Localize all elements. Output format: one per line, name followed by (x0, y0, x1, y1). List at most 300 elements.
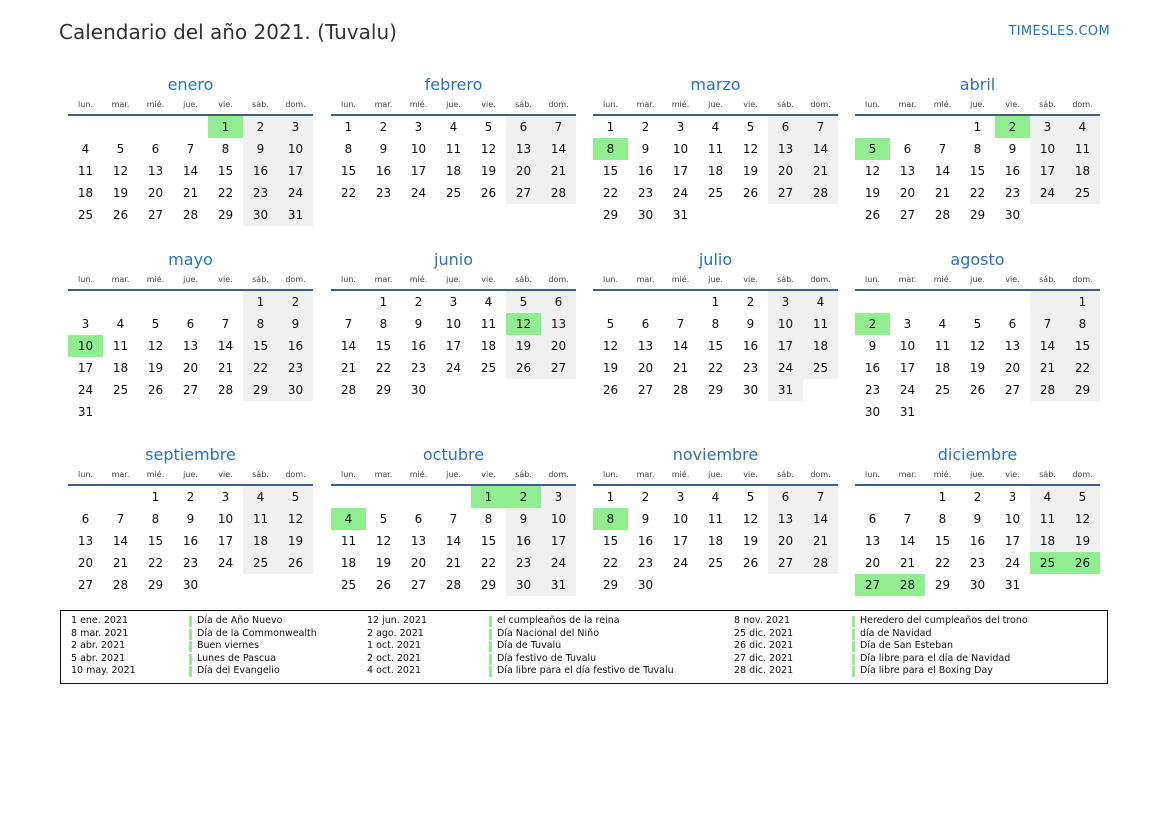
day-cell: 30 (506, 574, 541, 596)
legend-item (734, 665, 1034, 678)
day-cell: 5 (278, 486, 313, 508)
day-cell: 3 (676, 120, 685, 134)
day-cell: 4 (803, 291, 838, 313)
weekday-label: dom. (1072, 275, 1093, 284)
weekday-label: dom. (548, 100, 569, 109)
holiday-name: Día de Año Nuevo (197, 615, 283, 626)
day-cell: 6 (1008, 317, 1017, 331)
weekday-label: vie. (481, 470, 496, 479)
day-cell: 18 (340, 556, 357, 570)
week-row (855, 552, 1100, 574)
day-cell: 16 (243, 160, 278, 182)
day-cell: 4 (484, 295, 493, 309)
weekday-label: dom. (810, 275, 831, 284)
week-row (68, 486, 313, 508)
day-cell: 12 (742, 512, 759, 526)
empty-cell (803, 204, 838, 226)
month-febrero (331, 75, 576, 204)
day-cell: 3 (278, 116, 313, 138)
holiday-date: 1 ene. 2021 (71, 615, 128, 626)
day-cell: 19 (864, 186, 881, 200)
weekday-label: mié. (671, 100, 690, 109)
empty-cell (103, 401, 138, 423)
empty-cell (803, 379, 838, 401)
day-cell: 20 (768, 530, 803, 552)
day-cell: 22 (1065, 357, 1100, 379)
day-cell: 4 (938, 317, 947, 331)
day-cell: 8 (484, 512, 493, 526)
day-cell: 3 (414, 120, 423, 134)
holiday-name: el cumpleaños de la reina (497, 615, 620, 626)
day-cell: 9 (506, 508, 541, 530)
day-cell: 4 (1065, 116, 1100, 138)
day-cell: 29 (969, 208, 986, 222)
day-cell: 11 (340, 534, 357, 548)
day-cell: 25 (934, 383, 951, 397)
day-cell: 2 (278, 291, 313, 313)
day-cell: 19 (375, 556, 392, 570)
day-cell: 25 (1030, 552, 1065, 574)
weekday-label: sáb. (252, 275, 269, 284)
day-cell: 13 (506, 138, 541, 160)
month-junio (331, 250, 576, 401)
weekday-label: mar. (898, 275, 917, 284)
month-name: noviembre (672, 445, 759, 464)
weekday-label: sáb. (252, 470, 269, 479)
day-cell: 11 (934, 339, 951, 353)
holiday-date: 25 dic. 2021 (734, 627, 794, 639)
empty-cell (173, 291, 208, 313)
empty-cell (471, 379, 506, 401)
day-cell: 28 (340, 383, 357, 397)
day-cell: 17 (899, 361, 916, 375)
day-cell: 6 (151, 142, 160, 156)
day-cell: 16 (637, 534, 654, 548)
day-cell: 20 (899, 186, 916, 200)
empty-cell (436, 379, 471, 401)
holiday-date: 2 oct. 2021 (367, 652, 422, 664)
weekday-label: lun. (341, 275, 356, 284)
day-cell: 16 (637, 164, 654, 178)
week-row (331, 138, 576, 160)
day-cell: 29 (217, 208, 234, 222)
day-cell: 13 (410, 534, 427, 548)
empty-cell (138, 116, 173, 138)
day-cell: 10 (1004, 512, 1021, 526)
day-cell: 7 (676, 317, 685, 331)
weekday-label: mar. (636, 470, 655, 479)
day-cell: 2 (506, 486, 541, 508)
day-cell: 11 (480, 317, 497, 331)
day-cell: 29 (480, 578, 497, 592)
day-cell: 15 (602, 534, 619, 548)
week-row (593, 379, 838, 401)
day-cell: 28 (1030, 379, 1065, 401)
day-cell: 16 (864, 361, 881, 375)
week-row (68, 160, 313, 182)
weekday-label: jue. (446, 470, 461, 479)
week-row (855, 313, 1100, 335)
week-row (855, 291, 1100, 313)
weekday-label: jue. (970, 470, 985, 479)
empty-cell (925, 291, 960, 313)
day-cell: 7 (803, 486, 838, 508)
holiday-marker (189, 629, 192, 640)
day-cell: 3 (221, 490, 230, 504)
day-cell: 8 (593, 138, 628, 160)
day-cell: 11 (445, 142, 462, 156)
day-cell: 19 (112, 186, 129, 200)
holiday-marker (489, 666, 492, 677)
weekday-label: lun. (603, 275, 618, 284)
day-cell: 22 (147, 556, 164, 570)
day-cell: 3 (676, 490, 685, 504)
day-cell: 7 (1030, 313, 1065, 335)
weekday-label: mar. (111, 470, 130, 479)
empty-cell (698, 574, 733, 596)
day-cell: 16 (278, 335, 313, 357)
week-row (593, 291, 838, 313)
weekday-header (593, 468, 838, 482)
day-cell: 5 (116, 142, 125, 156)
day-cell: 21 (217, 361, 234, 375)
day-cell: 7 (186, 142, 195, 156)
day-cell: 24 (672, 556, 689, 570)
weekday-label: dom. (810, 100, 831, 109)
day-cell: 7 (541, 116, 576, 138)
day-cell: 28 (182, 208, 199, 222)
day-cell: 1 (151, 490, 160, 504)
weekday-label: mié. (671, 470, 690, 479)
weekday-label: jue. (183, 275, 198, 284)
day-cell: 5 (746, 490, 755, 504)
holiday-date: 2 ago. 2021 (367, 627, 424, 639)
day-cell: 22 (217, 186, 234, 200)
day-cell: 26 (864, 208, 881, 222)
holiday-date: 28 dic. 2021 (734, 665, 794, 676)
day-cell: 7 (449, 512, 458, 526)
weekday-label: mié. (409, 275, 428, 284)
holiday-name: Día libre para el día de Navidad (860, 652, 1011, 664)
empty-cell (663, 291, 698, 313)
week-row (331, 508, 576, 530)
day-cell: 6 (868, 512, 877, 526)
day-cell: 2 (186, 490, 195, 504)
day-cell: 10 (541, 508, 576, 530)
day-cell: 27 (899, 208, 916, 222)
day-cell: 2 (995, 116, 1030, 138)
day-cell: 23 (864, 383, 881, 397)
weekday-label: sáb. (515, 470, 532, 479)
day-cell: 21 (182, 186, 199, 200)
day-cell: 11 (707, 512, 724, 526)
weekday-label: dom. (285, 100, 306, 109)
holiday-marker (852, 629, 855, 640)
day-cell: 29 (602, 208, 619, 222)
weekday-header (68, 98, 313, 112)
day-cell: 22 (602, 556, 619, 570)
day-cell: 3 (768, 291, 803, 313)
empty-cell (855, 486, 890, 508)
empty-cell (208, 574, 243, 596)
empty-cell (925, 116, 960, 138)
empty-cell (890, 116, 925, 138)
weekday-label: mié. (146, 470, 165, 479)
day-cell: 4 (711, 120, 720, 134)
day-cell: 14 (672, 339, 689, 353)
empty-cell (803, 574, 838, 596)
day-cell: 18 (480, 339, 497, 353)
day-cell: 12 (742, 142, 759, 156)
weekday-label: vie. (743, 470, 758, 479)
day-cell: 24 (672, 186, 689, 200)
empty-cell (1065, 574, 1100, 596)
day-cell: 27 (541, 357, 576, 379)
day-cell: 21 (803, 530, 838, 552)
weekday-label: lun. (78, 100, 93, 109)
day-cell: 23 (182, 556, 199, 570)
day-cell: 5 (379, 512, 388, 526)
day-cell: 9 (243, 138, 278, 160)
day-cell: 15 (340, 164, 357, 178)
day-cell: 20 (182, 361, 199, 375)
day-cell: 24 (1004, 556, 1021, 570)
day-cell: 10 (1030, 138, 1065, 160)
week-row (68, 552, 313, 574)
day-cell: 2 (641, 120, 650, 134)
weekday-label: jue. (708, 470, 723, 479)
day-cell: 30 (1004, 208, 1021, 222)
day-cell: 18 (1030, 530, 1065, 552)
week-row (68, 379, 313, 401)
day-cell: 2 (243, 116, 278, 138)
weekday-label: jue. (708, 275, 723, 284)
weekday-header (593, 273, 838, 287)
holiday-marker (489, 616, 492, 627)
month-agosto (855, 250, 1100, 423)
empty-cell (243, 401, 278, 423)
day-cell: 22 (934, 556, 951, 570)
day-cell: 3 (81, 317, 90, 331)
week-row (855, 379, 1100, 401)
weekday-label: sáb. (252, 100, 269, 109)
day-cell: 27 (410, 578, 427, 592)
legend-item (71, 628, 371, 641)
weekday-label: mar. (374, 470, 393, 479)
weekday-label: lun. (78, 470, 93, 479)
week-row (68, 357, 313, 379)
day-cell: 23 (742, 361, 759, 375)
day-cell: 27 (506, 182, 541, 204)
day-cell: 25 (707, 186, 724, 200)
empty-cell (103, 486, 138, 508)
day-cell: 13 (768, 138, 803, 160)
day-cell: 4 (1030, 486, 1065, 508)
legend-item (734, 628, 1034, 641)
holiday-name: Día de la Commonwealth (197, 627, 317, 639)
week-row (331, 116, 576, 138)
empty-cell (890, 291, 925, 313)
weekday-label: jue. (183, 100, 198, 109)
day-cell: 8 (221, 142, 230, 156)
holiday-marker (489, 629, 492, 640)
empty-cell (401, 486, 436, 508)
day-cell: 17 (278, 160, 313, 182)
holiday-date: 8 nov. 2021 (734, 615, 790, 626)
empty-cell (278, 401, 313, 423)
legend-item (71, 665, 371, 678)
day-cell: 22 (480, 556, 497, 570)
day-cell: 29 (147, 578, 164, 592)
legend-item (367, 615, 667, 628)
day-cell: 1 (973, 120, 982, 134)
day-cell: 12 (506, 313, 541, 335)
week-row (68, 530, 313, 552)
day-cell: 17 (445, 339, 462, 353)
day-cell: 13 (899, 164, 916, 178)
week-row (68, 204, 313, 226)
holiday-date: 8 mar. 2021 (71, 627, 129, 639)
day-cell: 9 (973, 512, 982, 526)
weekday-label: jue. (970, 100, 985, 109)
day-cell: 3 (1008, 490, 1017, 504)
day-cell: 22 (375, 361, 392, 375)
weekday-label: lun. (865, 100, 880, 109)
day-cell: 8 (711, 317, 720, 331)
month-name: agosto (950, 250, 1005, 269)
empty-cell (995, 291, 1030, 313)
day-cell: 21 (934, 186, 951, 200)
day-cell: 13 (77, 534, 94, 548)
week-row (593, 552, 838, 574)
day-cell: 15 (707, 339, 724, 353)
day-cell: 19 (742, 534, 759, 548)
day-cell: 22 (243, 357, 278, 379)
day-cell: 19 (147, 361, 164, 375)
weekday-label: vie. (481, 275, 496, 284)
weekday-label: dom. (285, 470, 306, 479)
day-cell: 4 (331, 508, 366, 530)
day-cell: 27 (637, 383, 654, 397)
day-cell: 23 (278, 357, 313, 379)
day-cell: 8 (379, 317, 388, 331)
weekday-label: dom. (548, 275, 569, 284)
day-cell: 31 (77, 405, 94, 419)
weekday-label: mar. (898, 100, 917, 109)
day-cell: 15 (480, 534, 497, 548)
day-cell: 26 (1065, 552, 1100, 574)
day-cell: 9 (414, 317, 423, 331)
day-cell: 3 (449, 295, 458, 309)
day-cell: 25 (77, 208, 94, 222)
day-cell: 19 (742, 164, 759, 178)
empty-cell (855, 291, 890, 313)
day-cell: 31 (899, 405, 916, 419)
day-cell: 28 (803, 552, 838, 574)
weekday-header (855, 468, 1100, 482)
day-cell: 10 (899, 339, 916, 353)
day-cell: 17 (672, 534, 689, 548)
site-link[interactable]: TIMESLES.COM (1008, 24, 1110, 39)
day-cell: 31 (1004, 578, 1021, 592)
week-row (68, 508, 313, 530)
day-cell: 28 (672, 383, 689, 397)
day-cell: 12 (480, 142, 497, 156)
empty-cell (541, 379, 576, 401)
day-cell: 3 (903, 317, 912, 331)
empty-cell (1065, 204, 1100, 226)
day-cell: 28 (541, 182, 576, 204)
day-cell: 13 (147, 164, 164, 178)
day-cell: 14 (899, 534, 916, 548)
day-cell: 24 (278, 182, 313, 204)
month-septiembre (68, 445, 313, 596)
day-cell: 11 (1065, 138, 1100, 160)
day-cell: 11 (1030, 508, 1065, 530)
weekday-label: lun. (603, 470, 618, 479)
day-cell: 25 (243, 552, 278, 574)
empty-cell (173, 401, 208, 423)
day-cell: 29 (243, 379, 278, 401)
day-cell: 21 (672, 361, 689, 375)
day-cell: 25 (112, 383, 129, 397)
weekday-label: lun. (341, 100, 356, 109)
day-cell: 27 (768, 182, 803, 204)
day-cell: 17 (1004, 534, 1021, 548)
day-cell: 17 (672, 164, 689, 178)
day-cell: 26 (969, 383, 986, 397)
day-cell: 12 (147, 339, 164, 353)
weekday-label: mar. (898, 470, 917, 479)
empty-cell (103, 291, 138, 313)
day-cell: 20 (147, 186, 164, 200)
legend-item (734, 615, 1034, 628)
week-row (331, 291, 576, 313)
day-cell: 5 (151, 317, 160, 331)
day-cell: 9 (379, 142, 388, 156)
day-cell: 6 (186, 317, 195, 331)
day-cell: 27 (147, 208, 164, 222)
day-cell: 14 (182, 164, 199, 178)
day-cell: 12 (969, 339, 986, 353)
week-row (593, 574, 838, 596)
day-cell: 27 (77, 578, 94, 592)
day-cell: 3 (541, 486, 576, 508)
day-cell: 27 (855, 574, 890, 596)
day-cell: 9 (186, 512, 195, 526)
week-row (855, 182, 1100, 204)
day-cell: 11 (707, 142, 724, 156)
day-cell: 6 (541, 291, 576, 313)
empty-cell (733, 204, 768, 226)
empty-cell (331, 486, 366, 508)
day-cell: 28 (445, 578, 462, 592)
weekday-label: mié. (933, 470, 952, 479)
month-name: septiembre (145, 445, 236, 464)
weekday-label: mié. (146, 275, 165, 284)
day-cell: 9 (641, 142, 650, 156)
weekday-label: sáb. (1039, 275, 1056, 284)
empty-cell (1065, 401, 1100, 423)
empty-cell (733, 574, 768, 596)
day-cell: 8 (938, 512, 947, 526)
empty-cell (1030, 401, 1065, 423)
day-cell: 13 (637, 339, 654, 353)
day-cell: 13 (541, 313, 576, 335)
day-cell: 8 (973, 142, 982, 156)
holiday-date: 5 abr. 2021 (71, 652, 126, 664)
day-cell: 8 (151, 512, 160, 526)
